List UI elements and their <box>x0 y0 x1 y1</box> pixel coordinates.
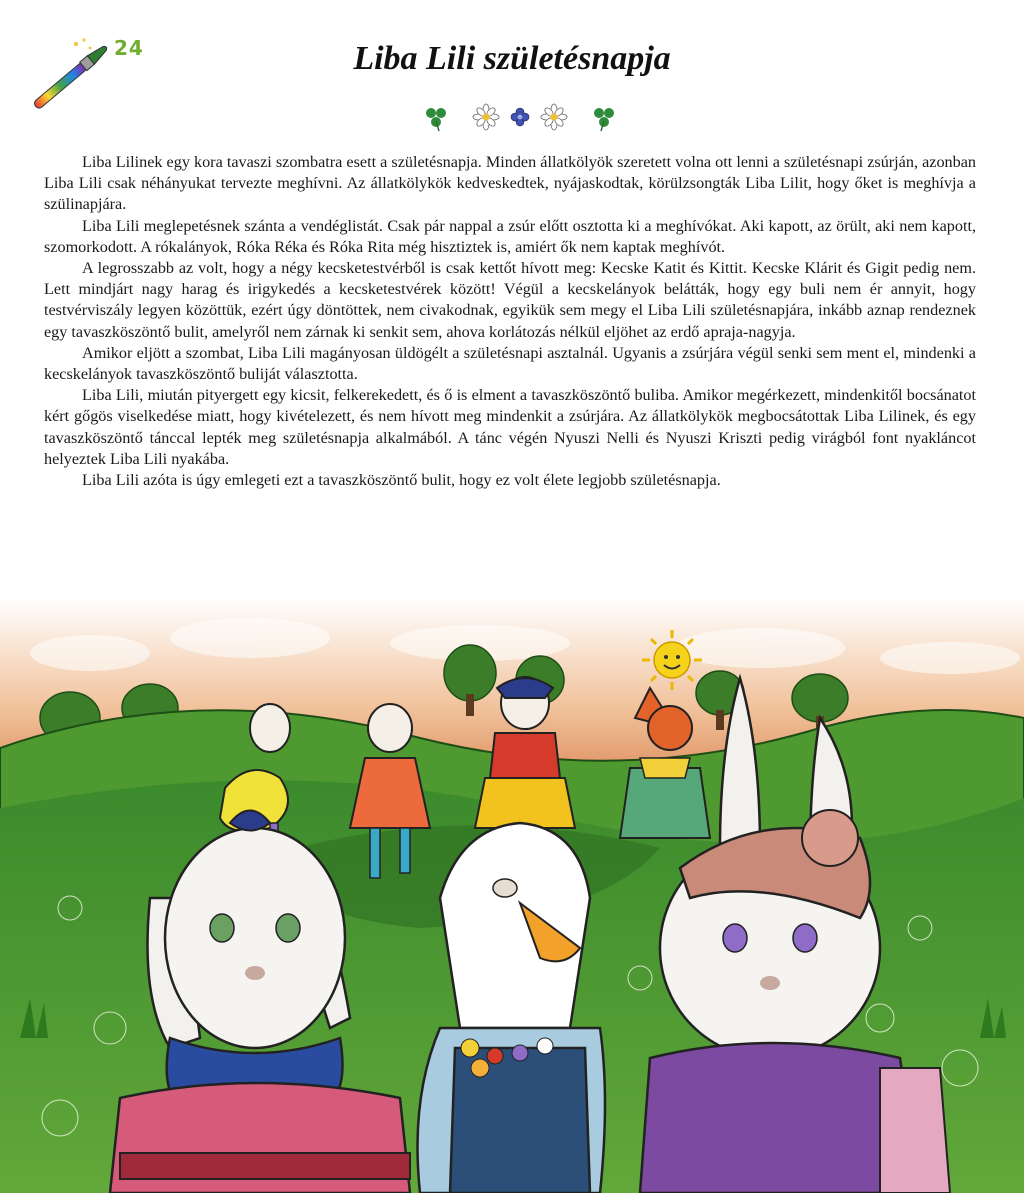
page-number: 24 <box>114 36 144 60</box>
story-paragraph: Liba Lilinek egy kora tavaszi szombatra esett a születésnapja. Minden állatkölyök szeretett volna ott lenni a születésnapi zsúrján, azonban Liba Lili csak néhányukat tervezte meghívni. Az állatkölykök kedveskedtek, nyájaskodtak, körülzsongták Liba Lilit, hogy őket is meghívja a szülinapjára. <box>44 153 976 214</box>
daisy-icon <box>473 104 499 130</box>
story-text <box>44 152 976 491</box>
clover-icon <box>594 108 614 131</box>
story-paragraph: Liba Lili azóta is úgy emlegeti ezt a tavaszköszöntő bulit, hogy ez volt élete legjobb születésnapja. <box>82 471 721 490</box>
story-paragraph: Amikor eljött a szombat, Liba Lili magányosan üldögélt a születésnapi asztalnál. Ugyanis a zsúrjára végül senki sem ment el, mindenki a kecskelányok tavaszköszöntő buliját választotta. <box>44 343 976 384</box>
story-paragraph: A legrosszabb az volt, hogy a négy kecsketestvérből is csak kettőt hívott meg: Kecske Katit és Kittit. Kecske Klárit és Gigit pedig nem. Lett mindjárt nagy harag és irigykedés a kecsketestvérek között! Végül a kecskelányok belátták, hogy egy buli nem ér annyit, hogy testvérviszály legyen közöttük, ezért úgy döntöttek, nem civakodnak, egyikük sem megy el Liba Lili születésnapjára, inkább aznap rendeznek egy tavaszköszöntő bulit, amelyről nem zárnak ki senkit sem, ahova korlátozás nélkül eljöhet az erdő apraja-nagyja. <box>44 259 976 341</box>
title-ornament <box>420 100 620 134</box>
story-paragraph: Liba Lili, miután pityergett egy kicsit, felkerekedett, és ő is elment a tavaszköszöntő buliba. Amikor megérkezett, mindenkitől bocsánatot kért gőgös viselkedése miatt, hogy kivételezett, és nem hívott meg mindenkit a zsúrjára. Az állatkölykök megbocsátottak Liba Lilinek, és egy tavaszköszöntő tánccal lepték meg születésnapja alkalmából. A tánc végén Nyuszi Nelli és Nyuszi Kriszti pedig virágból font nyakláncot helyeztek Liba Lili nyakába. <box>44 386 976 468</box>
page-title: Liba Lili születésnapja <box>353 40 671 77</box>
daisy-icon <box>541 104 567 130</box>
story-paragraph: Liba Lili meglepetésnek szánta a vendéglistát. Csak pár nappal a zsúr előtt osztotta ki a meghívókat. Aki kapott, az örült, aki nem kapott, szomorkodott. A rókalányok, Róka Réka és Róka Rita még hisztiztek is, amiért ők nem kaptak meghívót. <box>44 216 976 256</box>
illustration-meadow-party <box>0 598 1024 1193</box>
blue-flower-icon <box>511 108 529 126</box>
clover-icon <box>426 108 446 131</box>
